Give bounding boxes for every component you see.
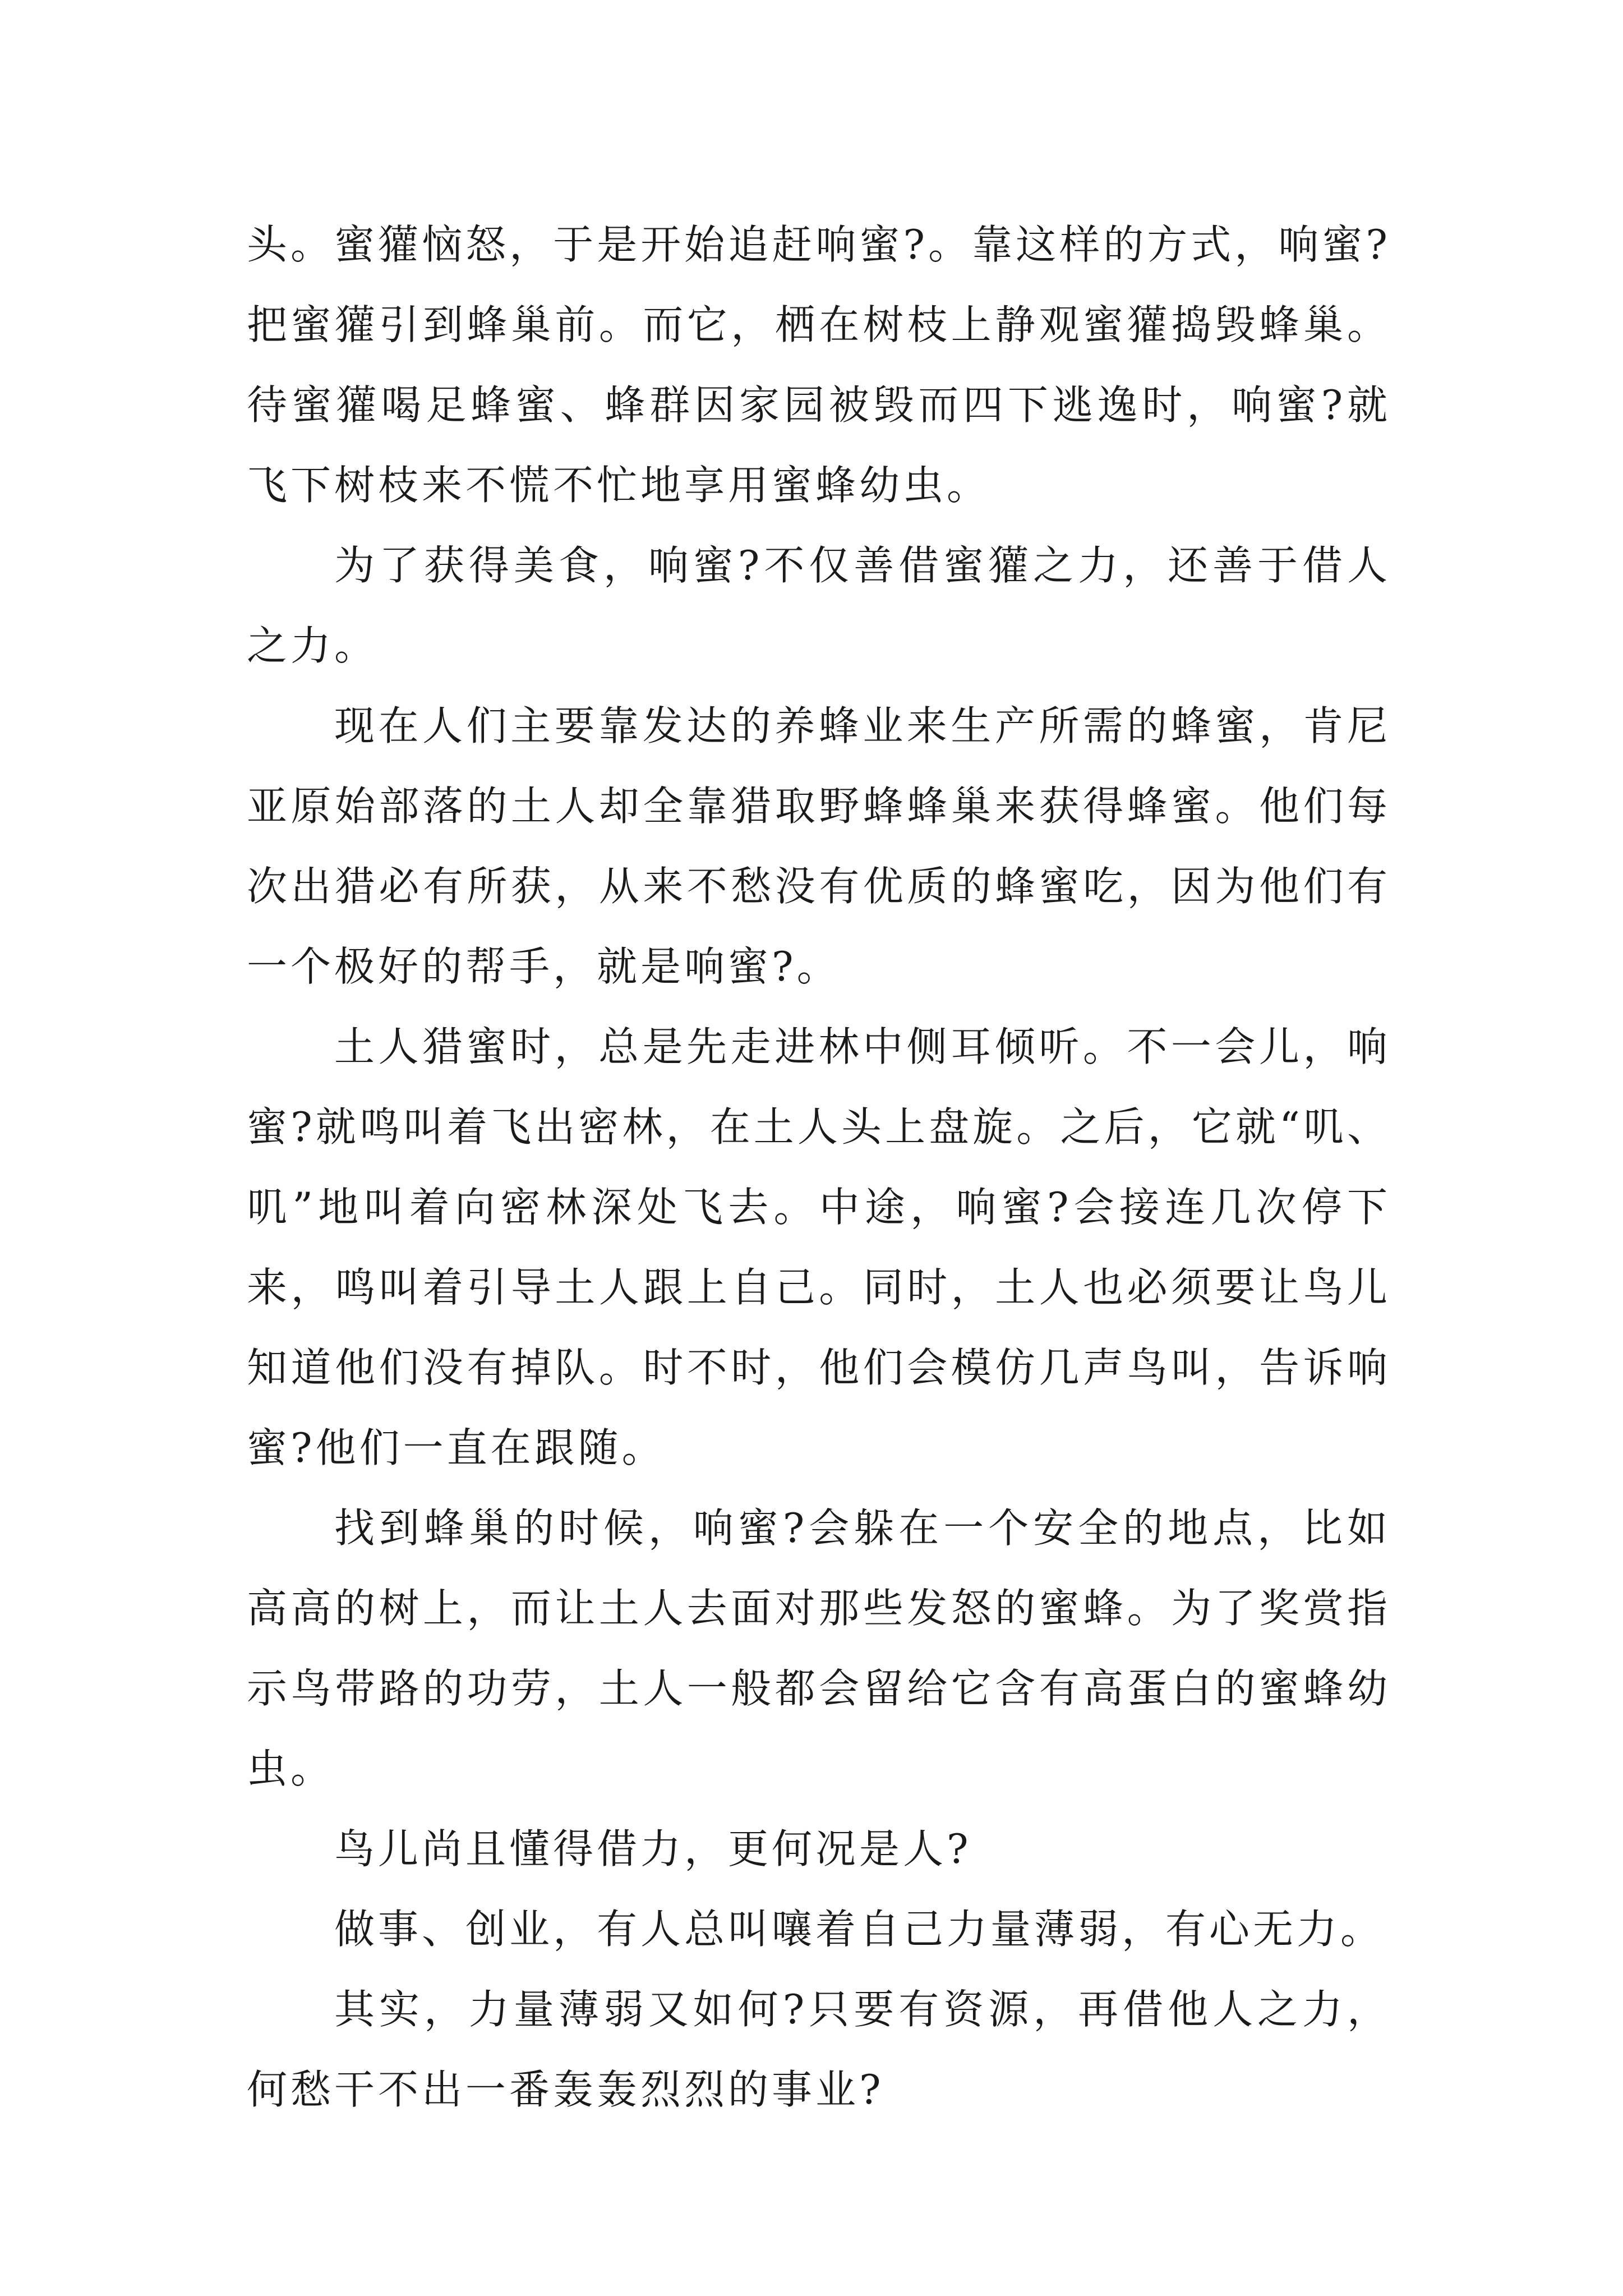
paragraph-6: 鸟儿尚且懂得借力，更何况是人? bbox=[334, 1825, 972, 1872]
paragraph-3: 现在人们主要靠发达的养蜂业来生产所需的蜂蜜，肯尼亚原始部落的土人却全靠猎取野蜂蜂巢来获得蜂蜜。他们每次出猎必有所获，从来不愁没有优质的蜂蜜吃，因为他们有一个极好的帮手，就是响蜜?。 bbox=[247, 702, 1391, 990]
paragraph-1: 头。蜜獾恼怒，于是开始追赶响蜜?。靠这样的方式，响蜜?把蜜獾引到蜂巢前。而它，栖在树枝上静观蜜獾捣毁蜂巢。待蜜獾喝足蜂蜜、蜂群因家园被毁而四下逃逸时，响蜜?就飞下树枝来不慌不忙地享用蜜蜂幼虫。 bbox=[247, 221, 1391, 509]
paragraph-8: 其实，力量薄弱又如何?只要有资源，再借他人之力，何愁干不出一番轰轰烈烈的事业? bbox=[247, 1986, 1391, 2113]
paragraph-7: 做事、创业，有人总叫嚷着自己力量薄弱，有心无力。 bbox=[334, 1906, 1385, 1953]
paragraph-5: 找到蜂巢的时候，响蜜?会躲在一个安全的地点，比如高高的树上，而让土人去面对那些发怒的蜜蜂。为了奖赏指示鸟带路的功劳，土人一般都会留给它含有高蛋白的蜜蜂幼虫。 bbox=[247, 1504, 1391, 1792]
body-text bbox=[247, 205, 1391, 2130]
paragraph-2: 为了获得美食，响蜜?不仅善借蜜獾之力，还善于借人之力。 bbox=[247, 542, 1391, 669]
paragraph-4: 土人猎蜜时，总是先走进林中侧耳倾听。不一会儿，响蜜?就鸣叫着飞出密林，在土人头上盘旋。之后，它就“叽、叽”地叫着向密林深处飞去。中途，响蜜?会接连几次停下来，鸣叫着引导土人跟上自己。同时，土人也必须要让鸟儿知道他们没有掉队。时不时，他们会模仿几声鸟叫，告诉响蜜?他们一直在跟随。 bbox=[247, 1023, 1391, 1471]
